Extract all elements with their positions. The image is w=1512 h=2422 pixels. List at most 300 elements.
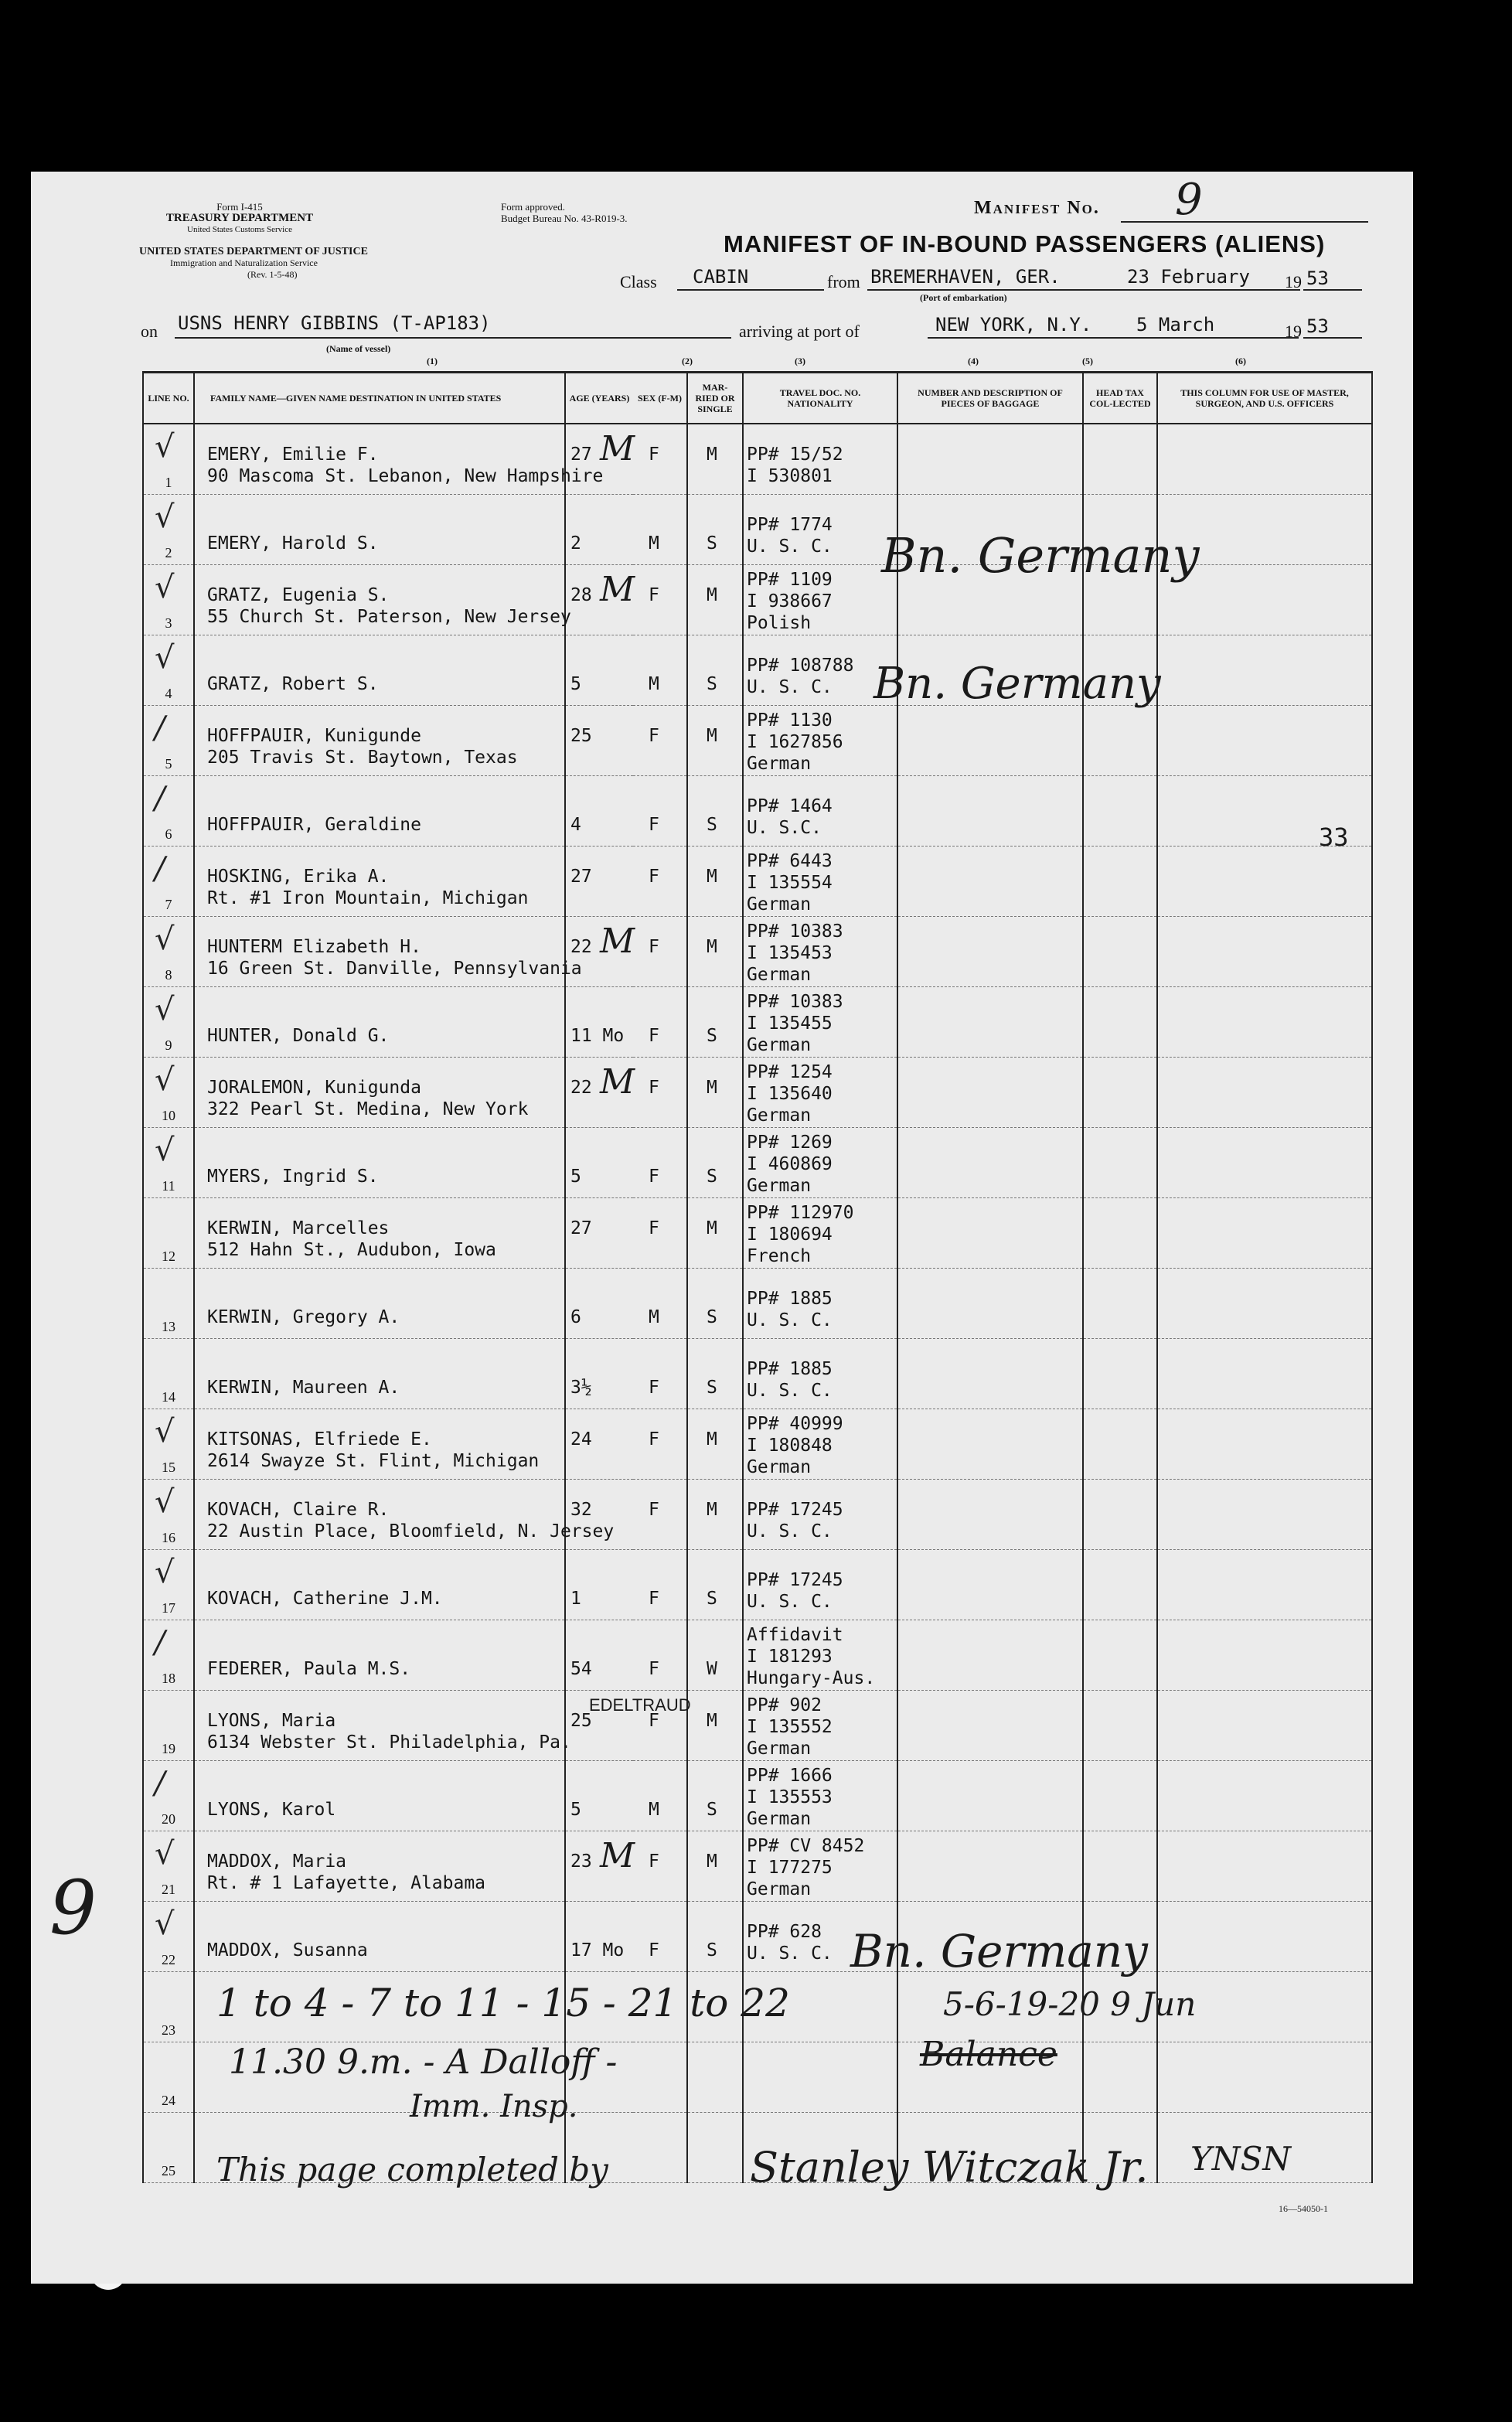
marital-status: M <box>707 1429 717 1449</box>
marital-status-cell <box>687 1550 743 1620</box>
officers-cell <box>1157 1058 1372 1128</box>
passenger-name: KERWIN, Marcelles <box>207 1218 390 1238</box>
age-cell <box>565 776 633 847</box>
travel-doc-number: PP# 17245 <box>747 1500 843 1520</box>
age-cell <box>565 635 633 706</box>
marital-status: S <box>707 1800 717 1820</box>
travel-doc-id: I 180694 <box>747 1225 833 1245</box>
age: 23 <box>570 1851 592 1872</box>
check-mark: √ <box>155 1836 175 1872</box>
age-cell <box>565 987 633 1058</box>
line-number: 22 <box>162 1952 175 1967</box>
age: 5 <box>570 1800 581 1820</box>
head-tax-cell <box>1083 424 1157 495</box>
col-headtax-header: HEAD TAX COL-LECTED <box>1083 373 1157 424</box>
name-cell <box>194 1339 565 1409</box>
port-caption: (Port of embarkation) <box>920 292 1007 303</box>
class-value: CABIN <box>693 266 749 288</box>
arrival-year-underline <box>1303 337 1362 339</box>
passenger-name: GRATZ, Eugenia S. <box>207 585 390 605</box>
passenger-table <box>142 371 1373 2183</box>
travel-doc-cell <box>743 1128 897 1198</box>
line-number: 2 <box>165 545 172 560</box>
marital-status: M <box>707 867 717 887</box>
arrival-year: 53 <box>1306 315 1329 337</box>
line-number-cell <box>143 2042 194 2113</box>
nationality: French <box>747 1246 812 1266</box>
baggage-cell <box>897 1339 1083 1409</box>
sex-cell <box>633 1831 687 1902</box>
table-row <box>143 424 1372 495</box>
from-underline <box>867 289 1300 291</box>
line-number-cell <box>143 424 194 495</box>
table-row <box>143 917 1372 987</box>
line-number: 23 <box>162 2022 175 2038</box>
check-mark: √ <box>155 992 175 1027</box>
travel-doc-number: PP# 15/52 <box>747 445 843 465</box>
travel-doc-cell <box>743 495 897 565</box>
officers-cell <box>1157 987 1372 1058</box>
sex: F <box>649 726 659 746</box>
imm-insp-note: Imm. Insp. <box>410 2089 578 2124</box>
travel-doc-id: I 135640 <box>747 1084 833 1104</box>
age-cell <box>565 1339 633 1409</box>
line-number-cell <box>143 495 194 565</box>
travel-doc-number: PP# CV 8452 <box>747 1836 865 1856</box>
marital-status-cell <box>687 706 743 776</box>
completed-by-note: This page completed by <box>216 2151 608 2189</box>
nationality: Polish <box>747 613 812 633</box>
baggage-cell <box>897 424 1083 495</box>
name-cell <box>194 1691 571 1761</box>
travel-doc-number: PP# 1269 <box>747 1133 833 1153</box>
arriving-label: arriving at port of <box>739 322 860 341</box>
sex-cell <box>633 1550 687 1620</box>
sex: F <box>649 1218 659 1238</box>
col6-number: (6) <box>1235 356 1246 366</box>
sex-cell <box>633 1902 687 1972</box>
marital-status: S <box>707 815 717 835</box>
line-number: 20 <box>162 1811 175 1827</box>
table-row <box>143 1058 1372 1128</box>
marital-status-cell <box>687 1058 743 1128</box>
head-tax-cell <box>1083 776 1157 847</box>
name-cell <box>194 1198 565 1269</box>
margin-number-33: 33 <box>1319 823 1349 852</box>
officers-cell <box>1157 1550 1372 1620</box>
customs-service: United States Customs Service <box>187 225 292 234</box>
line-number: 4 <box>165 686 172 701</box>
sex: F <box>649 867 659 887</box>
sex-cell <box>633 635 687 706</box>
sex: F <box>649 585 659 605</box>
name-cell <box>194 495 565 565</box>
destination: 205 Travis St. Baytown, Texas <box>207 748 518 768</box>
travel-doc-id: I 181293 <box>747 1647 833 1667</box>
marital-status: M <box>707 726 717 746</box>
destination: 55 Church St. Paterson, New Jersey <box>207 607 571 627</box>
travel-doc-number: PP# 1666 <box>747 1766 833 1786</box>
col-baggage-header: NUMBER AND DESCRIPTION OF PIECES OF BAGGAGE <box>897 373 1083 424</box>
line-number-cell <box>143 1409 194 1480</box>
marital-status-cell <box>687 1409 743 1480</box>
travel-doc-cell <box>743 776 897 847</box>
passenger-name: FEDERER, Paula M.S. <box>207 1659 411 1679</box>
line-number-cell <box>143 847 194 917</box>
officers-cell <box>1157 2042 1372 2113</box>
handwritten-annotation: M <box>600 429 635 468</box>
age-cell <box>565 917 633 987</box>
officers-cell <box>1157 917 1372 987</box>
marital-status: S <box>707 1589 717 1609</box>
name-cell <box>194 1761 565 1831</box>
treasury-dept: TREASURY DEPARTMENT <box>165 212 314 224</box>
marital-status: M <box>707 1851 717 1872</box>
travel-doc-cell <box>743 1620 897 1691</box>
nationality: German <box>747 1879 812 1899</box>
table-row <box>143 1902 1372 1972</box>
officers-cell <box>1157 1269 1372 1339</box>
baggage-cell <box>897 847 1083 917</box>
officers-cell <box>1157 1128 1372 1198</box>
sex: M <box>649 1307 659 1327</box>
sex: M <box>649 1800 659 1820</box>
passenger-rows <box>143 424 1372 2183</box>
sex: F <box>649 937 659 957</box>
destination: Rt. # 1 Lafayette, Alabama <box>207 1873 486 1893</box>
sex-cell <box>633 1058 687 1128</box>
passenger-name: MADDOX, Susanna <box>207 1940 368 1960</box>
passenger-name: HOFFPAUIR, Geraldine <box>207 815 421 835</box>
budget-bureau: Budget Bureau No. 43-R019-3. <box>501 213 628 224</box>
travel-doc-cell <box>743 1198 897 1269</box>
line-number: 8 <box>165 967 172 983</box>
depart-year-underline <box>1303 289 1362 291</box>
margin-number-9: 9 <box>49 1865 97 1951</box>
sex-cell <box>633 1128 687 1198</box>
class-label: Class <box>620 272 657 291</box>
line-number-cell <box>143 2113 194 2183</box>
baggage-cell <box>897 1198 1083 1269</box>
sex: F <box>649 815 659 835</box>
travel-doc-cell <box>743 706 897 776</box>
head-tax-cell <box>1083 917 1157 987</box>
sex: F <box>649 1500 659 1520</box>
marital-status: S <box>707 533 717 554</box>
table-row <box>143 776 1372 847</box>
baggage-cell <box>897 1058 1083 1128</box>
col5-number: (5) <box>1082 356 1093 366</box>
age: 27 <box>570 867 592 887</box>
travel-doc-id: U. S. C. <box>747 537 833 557</box>
travel-doc-number: PP# 17245 <box>747 1570 843 1590</box>
line-number-cell <box>143 1058 194 1128</box>
table-row <box>143 1339 1372 1409</box>
head-tax-cell <box>1083 1409 1157 1480</box>
table-row <box>143 847 1372 917</box>
rev-date: (Rev. 1-5-48) <box>247 269 298 280</box>
table-row <box>143 1198 1372 1269</box>
line-number-cell <box>143 1972 194 2042</box>
marital-status: S <box>707 1167 717 1187</box>
travel-doc-number: PP# 112970 <box>747 1203 854 1223</box>
officers-cell <box>1157 1761 1372 1831</box>
summary-lines-note: 1 to 4 - 7 to 11 - 15 - 21 to 22 <box>216 1981 790 2025</box>
passenger-name: EMERY, Emilie F. <box>207 445 379 465</box>
travel-doc-id: U. S. C. <box>747 1310 833 1330</box>
manifest-no-underline <box>1121 221 1368 223</box>
age: 22 <box>570 1078 592 1098</box>
depart-year-prefix: 19 <box>1285 272 1302 291</box>
check-mark: √ <box>155 1062 175 1098</box>
table-row <box>143 1269 1372 1339</box>
check-mark: / <box>155 1766 165 1801</box>
from-value: BREMERHAVEN, GER. <box>870 266 1061 288</box>
line-number-cell <box>143 1761 194 1831</box>
age-cell <box>565 1198 633 1269</box>
line-number: 19 <box>162 1741 175 1756</box>
sex-cell <box>633 495 687 565</box>
col-officers-header: THIS COLUMN FOR USE OF MASTER, SURGEON, AND U.S. OFFICERS <box>1157 373 1372 424</box>
travel-doc-cell <box>743 917 897 987</box>
officers-cell <box>1157 1480 1372 1550</box>
head-tax-cell <box>1083 2042 1157 2113</box>
travel-doc-id: U. S.C. <box>747 818 822 838</box>
marital-status-cell <box>687 424 743 495</box>
sex: M <box>649 533 659 554</box>
arrival-port: NEW YORK, N.Y. <box>935 314 1092 336</box>
sex-cell <box>633 847 687 917</box>
sex: F <box>649 1429 659 1449</box>
destination: 322 Pearl St. Medina, New York <box>207 1099 529 1119</box>
passenger-name: JORALEMON, Kunigunda <box>207 1078 421 1098</box>
marital-status-cell <box>687 635 743 706</box>
page-title: MANIFEST OF IN-BOUND PASSENGERS (ALIENS) <box>724 230 1326 257</box>
passenger-name: LYONS, Karol <box>207 1800 336 1820</box>
marital-status: M <box>707 585 717 605</box>
line-number-cell <box>143 565 194 635</box>
passenger-name: KOVACH, Catherine J.M. <box>207 1589 443 1609</box>
line-number: 16 <box>162 1530 175 1545</box>
baggage-cell <box>897 1691 1083 1761</box>
nationality: German <box>747 1035 812 1055</box>
age-cell <box>565 424 633 495</box>
travel-doc-number: PP# 40999 <box>747 1414 843 1434</box>
head-tax-cell <box>1083 1058 1157 1128</box>
table-row <box>143 1409 1372 1480</box>
age: 27 <box>570 445 592 465</box>
travel-doc-cell <box>743 2042 897 2113</box>
travel-doc-cell <box>743 1691 897 1761</box>
born-germany-note-3: Bn. Germany <box>850 1925 1148 1977</box>
travel-doc-number: PP# 1885 <box>747 1289 833 1309</box>
baggage-cell <box>897 1550 1083 1620</box>
sex-cell <box>633 424 687 495</box>
sex: F <box>649 1078 659 1098</box>
travel-doc-id: I 135554 <box>747 873 833 893</box>
officers-cell <box>1157 1691 1372 1761</box>
arrival-year-prefix: 19 <box>1285 322 1302 341</box>
age: 4 <box>570 815 581 835</box>
table-row <box>143 1128 1372 1198</box>
nationality: German <box>747 894 812 915</box>
marital-status: S <box>707 1307 717 1327</box>
doj-header <box>139 246 464 281</box>
age-cell <box>565 495 633 565</box>
travel-doc-id: I 1627856 <box>747 732 843 752</box>
age-cell <box>565 565 633 635</box>
destination: Rt. #1 Iron Mountain, Michigan <box>207 888 529 908</box>
travel-doc-number: PP# 902 <box>747 1695 822 1715</box>
nationality: German <box>747 754 812 774</box>
form-code: 16—54050-1 <box>1279 2203 1328 2214</box>
manifest-no-value: 9 <box>1175 175 1203 225</box>
age: 32 <box>570 1500 592 1520</box>
travel-doc-cell <box>743 1480 897 1550</box>
passenger-name: LYONS, Maria <box>207 1711 336 1731</box>
vessel-caption: (Name of vessel) <box>326 343 391 354</box>
marital-status: S <box>707 1940 717 1960</box>
handwritten-annotation: M <box>600 570 635 609</box>
age-cell <box>565 1691 691 1761</box>
table-row <box>143 1761 1372 1831</box>
nationality: German <box>747 1457 812 1477</box>
nationality: German <box>747 1176 812 1196</box>
check-mark: / <box>155 781 165 816</box>
check-mark: √ <box>155 921 175 957</box>
travel-doc-number: PP# 108788 <box>747 656 854 676</box>
name-cell <box>194 1128 565 1198</box>
line-number-cell <box>143 1831 194 1902</box>
marital-status: S <box>707 674 717 694</box>
marital-status-cell <box>687 2042 743 2113</box>
check-mark: / <box>155 851 165 887</box>
marital-status-cell <box>687 1198 743 1269</box>
line-number-cell <box>143 1691 194 1761</box>
age: 5 <box>570 1167 581 1187</box>
sex-cell <box>633 565 687 635</box>
marital-status: M <box>707 1218 717 1238</box>
line-number-cell <box>143 1550 194 1620</box>
sex-cell <box>633 706 687 776</box>
rank-note: YNSN <box>1190 2140 1291 2178</box>
passenger-name: KOVACH, Claire R. <box>207 1500 390 1520</box>
age: 24 <box>570 1429 592 1449</box>
name-cell <box>194 776 565 847</box>
name-cell <box>194 565 571 635</box>
name-cell <box>194 635 565 706</box>
baggage-cell <box>897 776 1083 847</box>
line-number: 3 <box>165 615 172 631</box>
marital-status-cell <box>687 1480 743 1550</box>
arrival-date: 5 March <box>1136 314 1215 336</box>
head-tax-cell <box>1083 847 1157 917</box>
travel-doc-id: U. S. C. <box>747 1521 833 1541</box>
head-tax-cell <box>1083 1198 1157 1269</box>
depart-date: 23 February <box>1127 266 1250 288</box>
travel-doc-id: I 135552 <box>747 1717 833 1737</box>
travel-doc-cell <box>743 1409 897 1480</box>
marital-status: M <box>707 1711 717 1731</box>
ins-title: Immigration and Naturalization Service <box>170 257 318 268</box>
officers-cell <box>1157 1902 1372 1972</box>
table-row <box>143 1691 1372 1761</box>
check-mark: √ <box>155 1906 175 1942</box>
age: 17 Mo <box>570 1940 625 1960</box>
marital-status-cell <box>687 565 743 635</box>
baggage-cell <box>897 917 1083 987</box>
name-cell <box>194 1058 565 1128</box>
line-number-cell <box>143 1198 194 1269</box>
passenger-name: MYERS, Ingrid S. <box>207 1167 379 1187</box>
check-mark: √ <box>155 640 175 676</box>
age: 28 <box>570 585 592 605</box>
age: 3½ <box>570 1378 592 1398</box>
head-tax-cell <box>1083 1691 1157 1761</box>
line-number-cell <box>143 1269 194 1339</box>
head-tax-cell <box>1083 1269 1157 1339</box>
age-cell <box>565 1058 633 1128</box>
age-cell <box>565 1409 633 1480</box>
signature: Stanley Witczak Jr. <box>750 2143 1149 2192</box>
travel-doc-cell <box>743 847 897 917</box>
head-tax-cell <box>1083 706 1157 776</box>
head-tax-cell <box>1083 1550 1157 1620</box>
travel-doc-id: I 177275 <box>747 1858 833 1878</box>
born-germany-note-2: Bn. Germany <box>873 659 1161 709</box>
travel-doc-id: U. S. C. <box>747 1943 833 1964</box>
table-row <box>143 1480 1372 1550</box>
destination: 2614 Swayze St. Flint, Michigan <box>207 1451 540 1471</box>
name-cell <box>194 1269 565 1339</box>
born-germany-note-1: Bn. Germany <box>881 527 1200 584</box>
col-age-header: AGE (YEARS) <box>565 373 633 424</box>
manifest-page <box>31 172 1413 2284</box>
sex: F <box>649 1711 659 1731</box>
line-number: 18 <box>162 1671 175 1686</box>
line-number: 10 <box>162 1108 175 1123</box>
travel-doc-number: PP# 6443 <box>747 851 833 871</box>
age-cell <box>565 1620 633 1691</box>
marital-status-cell <box>687 1831 743 1902</box>
table-header-row <box>143 373 1372 424</box>
passenger-name: GRATZ, Robert S. <box>207 674 379 694</box>
baggage-cell <box>897 1128 1083 1198</box>
marital-status: M <box>707 1500 717 1520</box>
dates-right-note: 5-6-19-20 9 Jun <box>943 1985 1197 2023</box>
age: 11 Mo <box>570 1026 625 1046</box>
marital-status: M <box>707 445 717 465</box>
travel-doc-cell <box>743 565 897 635</box>
sex: F <box>649 1659 659 1679</box>
travel-doc-number: PP# 10383 <box>747 921 843 942</box>
age-cell <box>565 1480 633 1550</box>
sex: F <box>649 1167 659 1187</box>
handwritten-annotation: M <box>600 1836 635 1875</box>
head-tax-cell <box>1083 1620 1157 1691</box>
check-mark: √ <box>155 1555 175 1590</box>
doj-title: UNITED STATES DEPARTMENT OF JUSTICE <box>139 246 368 257</box>
sex: F <box>649 1378 659 1398</box>
marital-status: W <box>707 1659 717 1679</box>
line-number: 25 <box>162 2163 175 2178</box>
check-mark: √ <box>155 499 175 535</box>
age: 54 <box>570 1659 592 1679</box>
destination: 16 Green St. Danville, Pennsylvania <box>207 959 582 979</box>
marital-status-cell <box>687 1128 743 1198</box>
travel-doc-id: U. S. C. <box>747 1592 833 1612</box>
line-number: 7 <box>165 897 172 912</box>
